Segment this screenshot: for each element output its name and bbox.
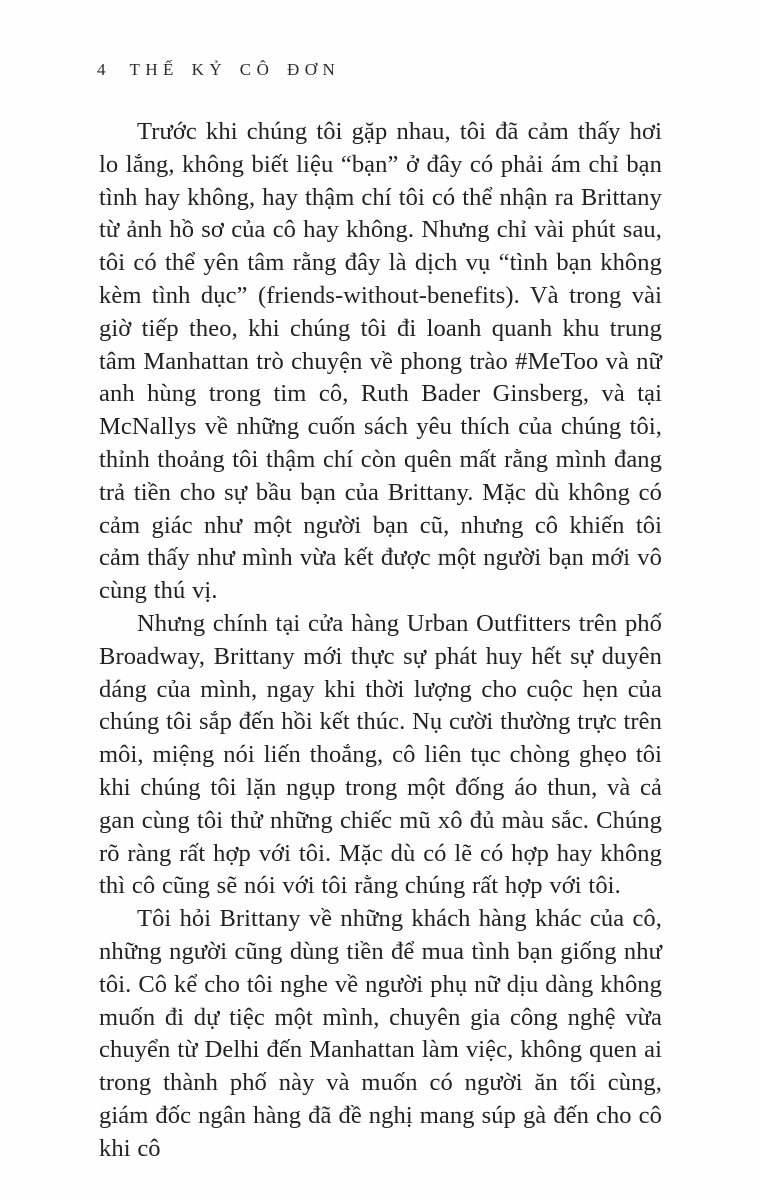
paragraph: Tôi hỏi Brittany về những khách hàng khác của cô, những người cũng dùng tiền để mua tình bạn giống như tôi. Cô kể cho tôi nghe về người phụ nữ dịu dàng không muốn đi dự tiệc một mình, chuyên gia công nghệ vừa chuyển từ Delhi đến Manhattan làm việc, không quen ai trong thành phố này và muốn có người ăn tối cùng, giám đốc ngân hàng đã đề nghị mang súp gà đến cho cô khi cô <box>99 905 662 1162</box>
running-header <box>97 60 662 80</box>
paragraph: Trước khi chúng tôi gặp nhau, tôi đã cảm thấy hơi lo lắng, không biết liệu “bạn” ở đây có phải ám chỉ bạn tình hay không, hay thậm chí tôi có thể nhận ra Brittany từ ảnh hồ sơ của cô hay không. Nhưng chỉ vài phút sau, tôi có thể yên tâm rằng đây là dịch vụ “tình bạn không kèm tình dục” (friends-without-benefits). Và trong vài giờ tiếp theo, khi chúng tôi đi loanh quanh khu trung tâm Manhattan trò chuyện về phong trào #MeToo và nữ anh hùng trong tim cô, Ruth Bader Ginsberg, và tại McNallys về những cuốn sách yêu thích của chúng tôi, thỉnh thoảng tôi thậm chí còn quên mất rằng mình đang trả tiền cho sự bầu bạn của Brittany. Mặc dù không có cảm giác như một người bạn cũ, nhưng cô khiến tôi cảm thấy như mình vừa kết được một người bạn mới vô cùng thú vị. <box>99 118 662 605</box>
paragraph: Nhưng chính tại cửa hàng Urban Outfitters trên phố Broadway, Brittany mới thực sự phát huy hết sự duyên dáng của mình, ngay khi thời lượng cho cuộc hẹn của chúng tôi sắp đến hồi kết thúc. Nụ cười thường trực trên môi, miệng nói liến thoắng, cô liên tục chòng ghẹo tôi khi chúng tôi lặn ngụp trong một đống áo thun, và cả gan cùng tôi thử những chiếc mũ xô đủ màu sắc. Chúng rõ ràng rất hợp với tôi. Mặc dù có lẽ có hợp hay không thì cô cũng sẽ nói với tôi rằng chúng rất hợp với tôi. <box>99 609 662 900</box>
body-text <box>99 116 662 1166</box>
page-number: 4 <box>97 60 106 79</box>
running-title: THẾ KỶ CÔ ĐƠN <box>129 60 341 79</box>
